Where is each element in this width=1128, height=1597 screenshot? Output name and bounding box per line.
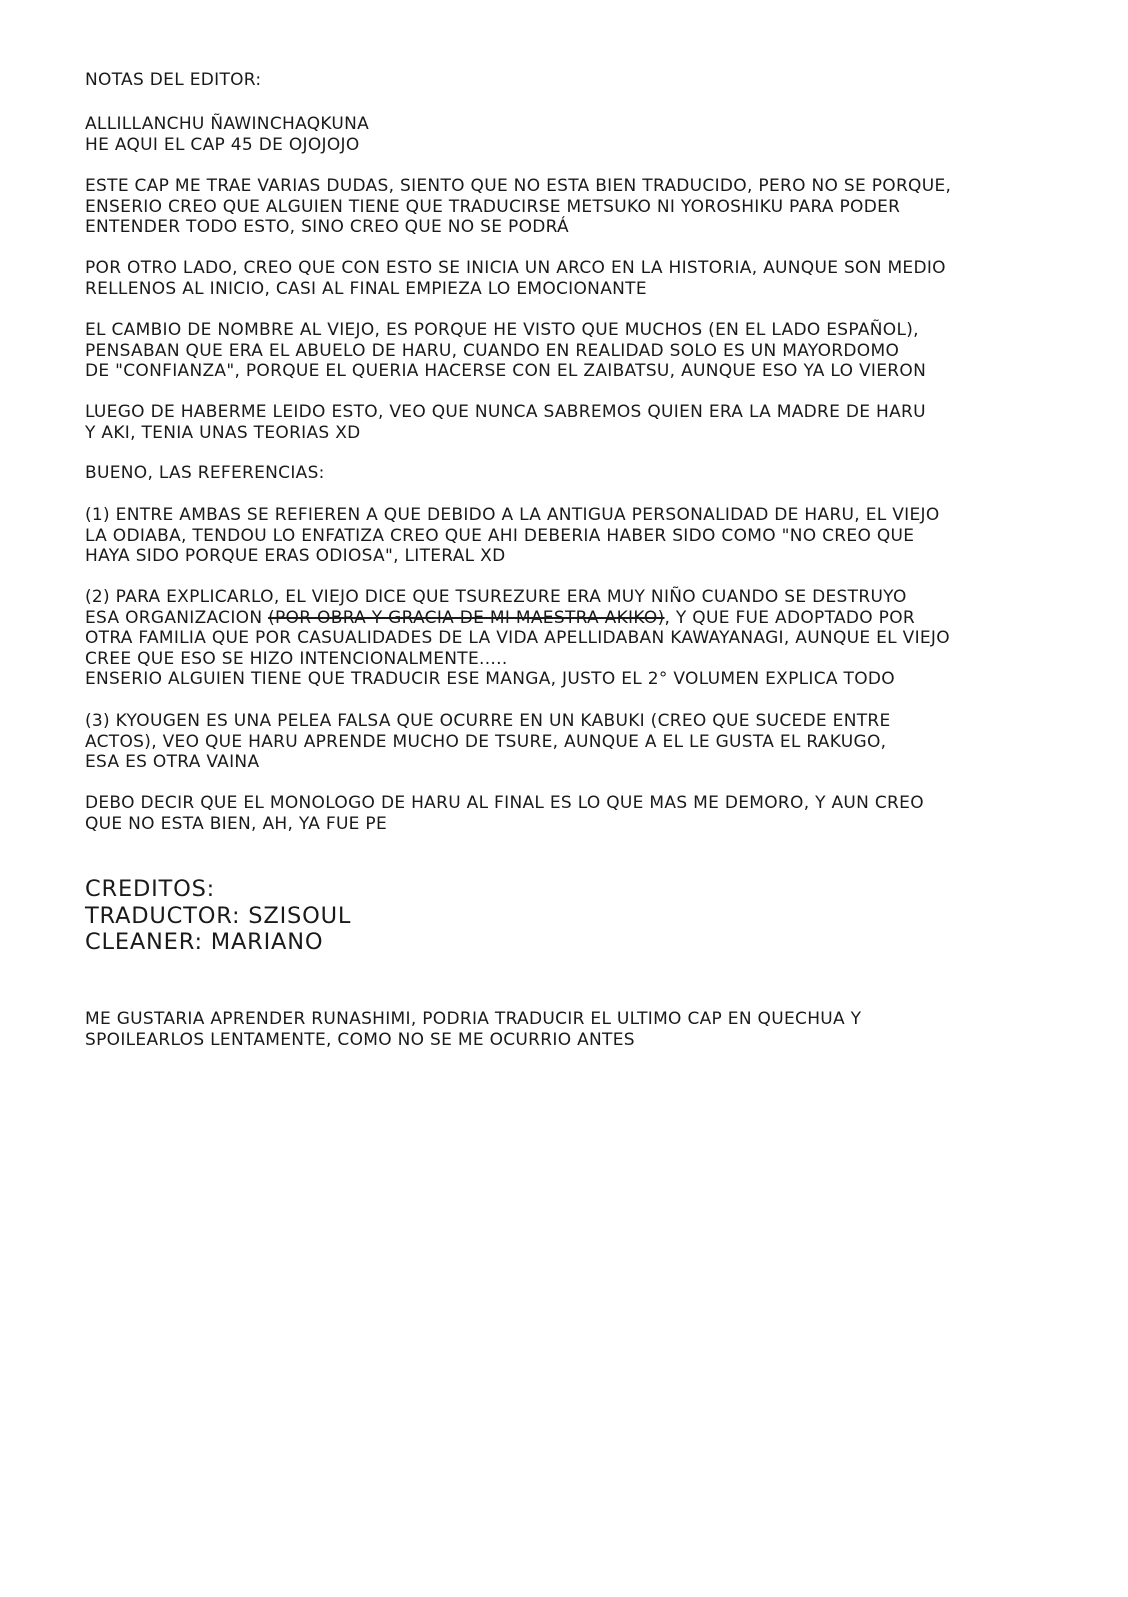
text-line: ENSERIO CREO QUE ALGUIEN TIENE QUE TRADUCIRSE METSUKO NI YOROSHIKU PARA PODER bbox=[85, 196, 901, 217]
text-line: EL CAMBIO DE NOMBRE AL VIEJO, ES PORQUE HE VISTO QUE MUCHOS (EN EL LADO ESPAÑOL), bbox=[85, 320, 919, 340]
text-line: OTRA FAMILIA QUE POR CASUALIDADES DE LA VIDA APELLIDABAN KAWAYANAGI, AUNQUE EL VIEJO bbox=[85, 628, 950, 649]
text-line: QUE NO ESTA BIEN, AH, YA FUE PE bbox=[85, 813, 388, 834]
paragraph-doubts bbox=[85, 176, 951, 238]
paragraph-arc bbox=[85, 258, 946, 299]
text-line: HE AQUI EL CAP 45 DE OJOJOJO bbox=[85, 134, 360, 155]
text-segment: , Y QUE FUE ADOPTADO POR bbox=[664, 607, 916, 628]
text-line: Y AKI, TENIA UNAS TEORIAS XD bbox=[85, 422, 361, 443]
text-line: HAYA SIDO PORQUE ERAS ODIOSA", LITERAL XD bbox=[85, 546, 506, 567]
text-line: SPOILEARLOS LENTAMENTE, COMO NO SE ME OCURRIO ANTES bbox=[85, 1029, 635, 1050]
text-line: ENSERIO ALGUIEN TIENE QUE TRADUCIR ESE MANGA, JUSTO EL 2° VOLUMEN EXPLICA TODO bbox=[85, 669, 895, 690]
greeting-paragraph bbox=[85, 114, 369, 155]
reference-1 bbox=[85, 505, 940, 567]
text-line: ESTE CAP ME TRAE VARIAS DUDAS, SIENTO QUE NO ESTA BIEN TRADUCIDO, PERO NO SE PORQUE, bbox=[85, 176, 952, 196]
reference-2 bbox=[85, 587, 950, 690]
paragraph-mother bbox=[85, 402, 926, 443]
text-line: LUEGO DE HABERME LEIDO ESTO, VEO QUE NUNCA SABREMOS QUIEN ERA LA MADRE DE HARU bbox=[85, 402, 926, 422]
reference-3 bbox=[85, 711, 891, 773]
text-line: ENTENDER TODO ESTO, SINO CREO QUE NO SE PODRÁ bbox=[85, 217, 569, 238]
heading-line: NOTAS DEL EDITOR: bbox=[85, 70, 262, 90]
paragraph-monologue bbox=[85, 793, 924, 834]
text-line: POR OTRO LADO, CREO QUE CON ESTO SE INICIA UN ARCO EN LA HISTORIA, AUNQUE SON MEDIO bbox=[85, 258, 946, 278]
text-line: CREE QUE ESO SE HIZO INTENCIONALMENTE..... bbox=[85, 648, 508, 669]
paragraph-name-change bbox=[85, 320, 926, 382]
text-line: BUENO, LAS REFERENCIAS: bbox=[85, 463, 325, 483]
text-line: ALLILLANCHU ÑAWINCHAQKUNA bbox=[85, 114, 370, 134]
struck-text: (POR OBRA Y GRACIA DE MI MAESTRA AKIKO) bbox=[268, 607, 665, 628]
text-line: DE "CONFIANZA", PORQUE EL QUERIA HACERSE CON EL ZAIBATSU, AUNQUE ESO YA LO VIERON bbox=[85, 361, 927, 382]
text-line: PENSABAN QUE ERA EL ABUELO DE HARU, CUANDO EN REALIDAD SOLO ES UN MAYORDOMO bbox=[85, 340, 900, 361]
text-line: (1) ENTRE AMBAS SE REFIEREN A QUE DEBIDO A LA ANTIGUA PERSONALIDAD DE HARU, EL VIEJO bbox=[85, 505, 940, 525]
credits-title: CREDITOS: bbox=[85, 876, 216, 902]
text-line: DEBO DECIR QUE EL MONOLOGO DE HARU AL FINAL ES LO QUE MAS ME DEMORO, Y AUN CREO bbox=[85, 793, 924, 813]
editor-notes-heading bbox=[85, 70, 261, 91]
text-line: LA ODIABA, TENDOU LO ENFATIZA CREO QUE AHI DEBERIA HABER SIDO COMO "NO CREO QUE bbox=[85, 525, 915, 546]
credits-translator: TRADUCTOR: SZISOUL bbox=[85, 902, 352, 929]
text-line-with-strike bbox=[85, 608, 950, 629]
text-line: ME GUSTARIA APRENDER RUNASHIMI, PODRIA TRADUCIR EL ULTIMO CAP EN QUECHUA Y bbox=[85, 1009, 862, 1029]
closing-paragraph bbox=[85, 1009, 861, 1050]
text-line: ACTOS), VEO QUE HARU APRENDE MUCHO DE TSURE, AUNQUE A EL LE GUSTA EL RAKUGO, bbox=[85, 731, 887, 752]
text-line: ESA ES OTRA VAINA bbox=[85, 752, 260, 773]
credits-block bbox=[85, 876, 351, 956]
credits-cleaner: CLEANER: MARIANO bbox=[85, 929, 324, 955]
text-segment: ESA ORGANIZACION bbox=[85, 607, 269, 628]
text-line: (3) KYOUGEN ES UNA PELEA FALSA QUE OCURRE EN UN KABUKI (CREO QUE SUCEDE ENTRE bbox=[85, 711, 891, 731]
text-line: RELLENOS AL INICIO, CASI AL FINAL EMPIEZA LO EMOCIONANTE bbox=[85, 278, 647, 299]
text-line: (2) PARA EXPLICARLO, EL VIEJO DICE QUE TSUREZURE ERA MUY NIÑO CUANDO SE DESTRUYO bbox=[85, 587, 907, 607]
references-heading bbox=[85, 463, 325, 484]
